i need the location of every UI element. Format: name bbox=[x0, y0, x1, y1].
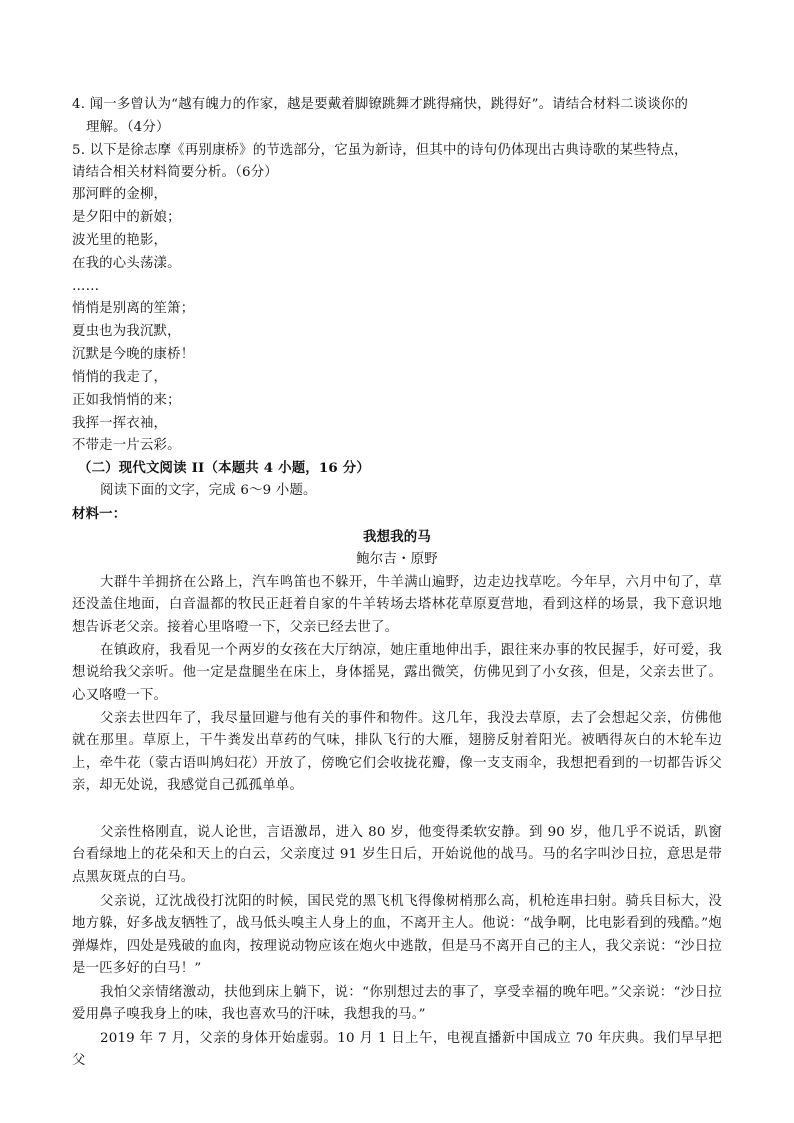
poem-ellipsis: …… bbox=[72, 279, 100, 294]
article-title: 我想我的马 bbox=[363, 529, 431, 545]
article-paragraph: 我怕父亲情绪激动，扶他到床上躺下，说：“你别想过去的事了，享受幸福的晚年吧。”父亲说：“沙日拉爱用鼻子嗅我身上的味，我也喜欢马的汗味，我想我的马。” bbox=[72, 985, 722, 1023]
question-5-line-2: 请结合相关材料简要分析。（6分） bbox=[72, 165, 278, 180]
poem-line: 是夕阳中的新娘； bbox=[72, 210, 181, 225]
poem-line: 正如我悄悄的来； bbox=[72, 393, 181, 408]
article-paragraph: 大群牛羊拥挤在公路上，汽车鸣笛也不躲开，牛羊满山遍野，边走边找草吃。今年早，六月中旬了，草还没盖住地面，白音温都的牧民正赶着自家的牛羊转场去塔林花草原夏营地，看到这样的场景，我下意识地想告诉老父亲。接着心里咯噔一下，父亲已经去世了。 bbox=[72, 575, 722, 635]
article-paragraph: 父亲去世四年了，我尽量回避与他有关的事件和物件。这几年，我没去草原，去了会想起父亲，仿佛他就在那里。草原上，干牛粪发出草药的气味，排队飞行的大雁，翅膀反射着阳光。被晒得灰白的木轮车边上，牵牛花（蒙古语叫鸠妇花）开放了，傍晚它们会收拢花瓣，像一支支雨伞，我想把看到的一切都告诉父亲，却无处说，我感觉自己孤孤单单。 bbox=[72, 711, 722, 794]
article-paragraph: 2019 年 7 月，父亲的身体开始虚弱。10 月 1 日上午，电视直播新中国成立 70 年庆典。我们早早把父 bbox=[72, 1031, 722, 1069]
material-label: 材料一： bbox=[72, 506, 127, 522]
poem-line: 悄悄的我走了， bbox=[72, 370, 168, 385]
article-paragraph: 父亲说，辽沈战役打沈阳的时候，国民党的黑飞机飞得像树梢那么高，机枪连串扫射。骑兵目标大，没地方躲，好多战友牺牲了，战马低头嗅主人身上的血，不离开主人。他说：“战争啊，比电影看到的残酷。”炮弹爆炸，四处是残破的血肉，按理说动物应该在炮火中逃散，但是马不离开自己的主人，我父亲说：“沙日拉是一匹多好的白马！” bbox=[72, 894, 722, 977]
article-author: 鲍尔吉・原野 bbox=[356, 552, 438, 567]
poem-line: 夏虫也为我沉默， bbox=[72, 324, 181, 339]
poem-line: 那河畔的金柳， bbox=[72, 187, 168, 202]
poem-line: 沉默是今晚的康桥！ bbox=[72, 347, 195, 362]
question-4-line-2: 理解。（4分） bbox=[86, 120, 170, 135]
article-paragraph: 父亲性格刚直，说人论世，言语激昂，进入 80 岁，他变得柔软安静。到 90 岁，他几乎不说话，趴窗台看绿地上的花朵和天上的白云，父亲度过 91 岁生日后，开始说他的战马。马的名字叫沙日拉，意思是带点黑灰斑点的白马。 bbox=[72, 825, 722, 885]
poem-line: 悄悄是别离的笙箫； bbox=[72, 301, 195, 316]
poem-line: 在我的心头荡漾。 bbox=[72, 256, 181, 271]
question-5-line-1: 5. 以下是徐志摩《再别康桥》的节选部分，它虽为新诗，但其中的诗句仍体现出古典诗歌的某些特点， bbox=[72, 143, 688, 158]
section-heading: （二）现代文阅读 II（本题共 4 小题，16 分） bbox=[78, 460, 370, 476]
poem-line: 我挥一挥衣袖， bbox=[72, 416, 168, 431]
poem-line: 波光里的艳影， bbox=[72, 233, 168, 248]
question-4-line-1: 4. 闻一多曾认为“越有魄力的作家，越是要戴着脚镣跳舞才跳得痛快，跳得好”。请结合材料二谈谈你的 bbox=[72, 97, 689, 112]
poem-line: 不带走一片云彩。 bbox=[72, 438, 181, 453]
article-paragraph: 在镇政府，我看见一个两岁的女孩在大厅纳凉，她庄重地伸出手，跟往来办事的牧民握手，好可爱，我想说给我父亲听。他一定是盘腿坐在床上，身体摇晃，露出微笑，仿佛见到了小女孩，但是，父亲去世了。心又咯噔一下。 bbox=[72, 643, 722, 703]
section-instruction: 阅读下面的文字，完成 6～9 小题。 bbox=[100, 483, 317, 498]
